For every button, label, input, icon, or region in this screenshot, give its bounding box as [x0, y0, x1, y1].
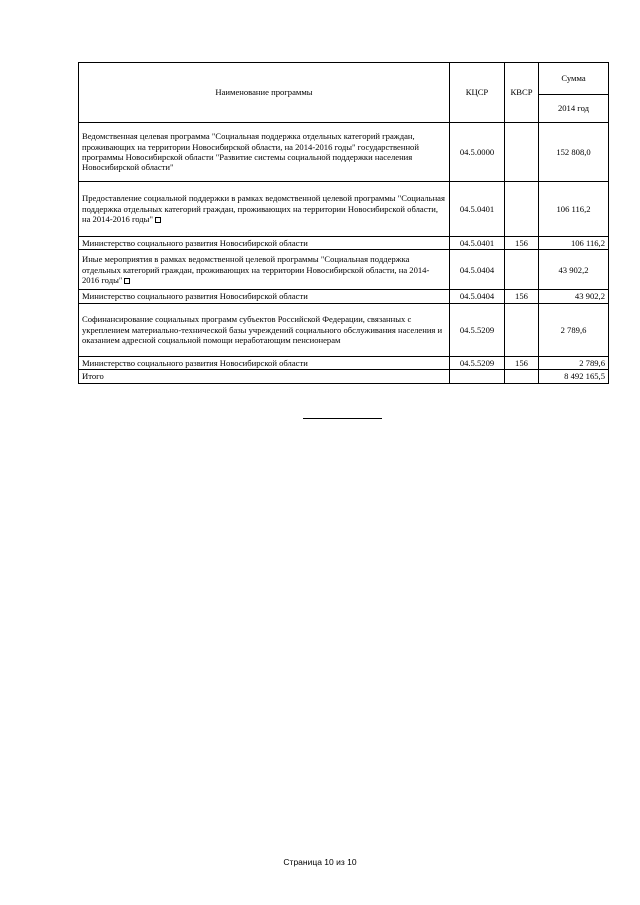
- square-icon: [155, 217, 161, 223]
- row-sum: 43 902,2: [539, 290, 609, 303]
- row-kvsr: [505, 182, 539, 237]
- header-row: [79, 63, 609, 95]
- table-row: [79, 237, 609, 250]
- header-kvsr: КВСР: [505, 63, 539, 123]
- row-name: Министерство социального развития Новосибирской области: [79, 290, 450, 303]
- row-kcsr: 04.5.0000: [450, 123, 505, 182]
- total-kcsr: [450, 370, 505, 383]
- total-kvsr: [505, 370, 539, 383]
- header-name: Наименование программы: [79, 63, 450, 123]
- table-row: [79, 250, 609, 290]
- table-row: [79, 123, 609, 182]
- total-label: Итого: [79, 370, 450, 383]
- row-kvsr: [505, 250, 539, 290]
- row-name: Министерство социального развития Новосибирской области: [79, 237, 450, 250]
- row-name: Ведомственная целевая программа "Социальная поддержка отдельных категорий граждан, проживающих на территории Новосибирской области, на 2014-2016 годы" государственной программы Новосибирской области "Развитие системы социальной поддержки населения Новосибирской области": [79, 123, 450, 182]
- row-kvsr: 156: [505, 290, 539, 303]
- table-row: [79, 356, 609, 369]
- row-name: Софинансирование социальных программ субъектов Российской Федерации, связанных с укреплением материально-технической базы учреждений социального обслуживания населения и оказанием адресной социальной помощи неработающим пенсионерам: [79, 303, 450, 356]
- row-kcsr: 04.5.5209: [450, 356, 505, 369]
- row-name-cell: [79, 250, 450, 290]
- row-kvsr: 156: [505, 237, 539, 250]
- row-sum: 2 789,6: [539, 303, 609, 356]
- row-name: Иные мероприятия в рамках ведомственной целевой программы "Социальная поддержка отдельных категорий граждан, проживающих на территории Новосибирской области, на 2014-2016 годы": [82, 254, 430, 286]
- header-kcsr: КЦСР: [450, 63, 505, 123]
- row-sum: 43 902,2: [539, 250, 609, 290]
- total-row: [79, 370, 609, 383]
- row-name: Министерство социального развития Новосибирской области: [79, 356, 450, 369]
- row-kcsr: 04.5.0401: [450, 182, 505, 237]
- row-kvsr: 156: [505, 356, 539, 369]
- row-name: Предоставление социальной поддержки в рамках ведомственной целевой программы "Социальная поддержка отдельных категорий граждан, проживающих на территории Новосибирской области, на 2014-2016 годы": [82, 193, 445, 225]
- square-icon: [124, 278, 130, 284]
- row-sum: 2 789,6: [539, 356, 609, 369]
- row-kvsr: [505, 123, 539, 182]
- row-kcsr: 04.5.0404: [450, 290, 505, 303]
- table-row: [79, 303, 609, 356]
- header-sum: Сумма: [539, 63, 609, 95]
- row-kcsr: 04.5.0401: [450, 237, 505, 250]
- row-sum: 106 116,2: [539, 237, 609, 250]
- separator-line: [303, 418, 382, 419]
- budget-table: [78, 62, 609, 384]
- row-kcsr: 04.5.0404: [450, 250, 505, 290]
- table-row: [79, 182, 609, 237]
- page-number: Страница 10 из 10: [283, 857, 357, 867]
- total-sum: 8 492 165,5: [539, 370, 609, 383]
- row-sum: 152 808,0: [539, 123, 609, 182]
- row-name-cell: [79, 182, 450, 237]
- row-kvsr: [505, 303, 539, 356]
- table-row: [79, 290, 609, 303]
- row-sum: 106 116,2: [539, 182, 609, 237]
- header-year: 2014 год: [539, 95, 609, 123]
- row-kcsr: 04.5.5209: [450, 303, 505, 356]
